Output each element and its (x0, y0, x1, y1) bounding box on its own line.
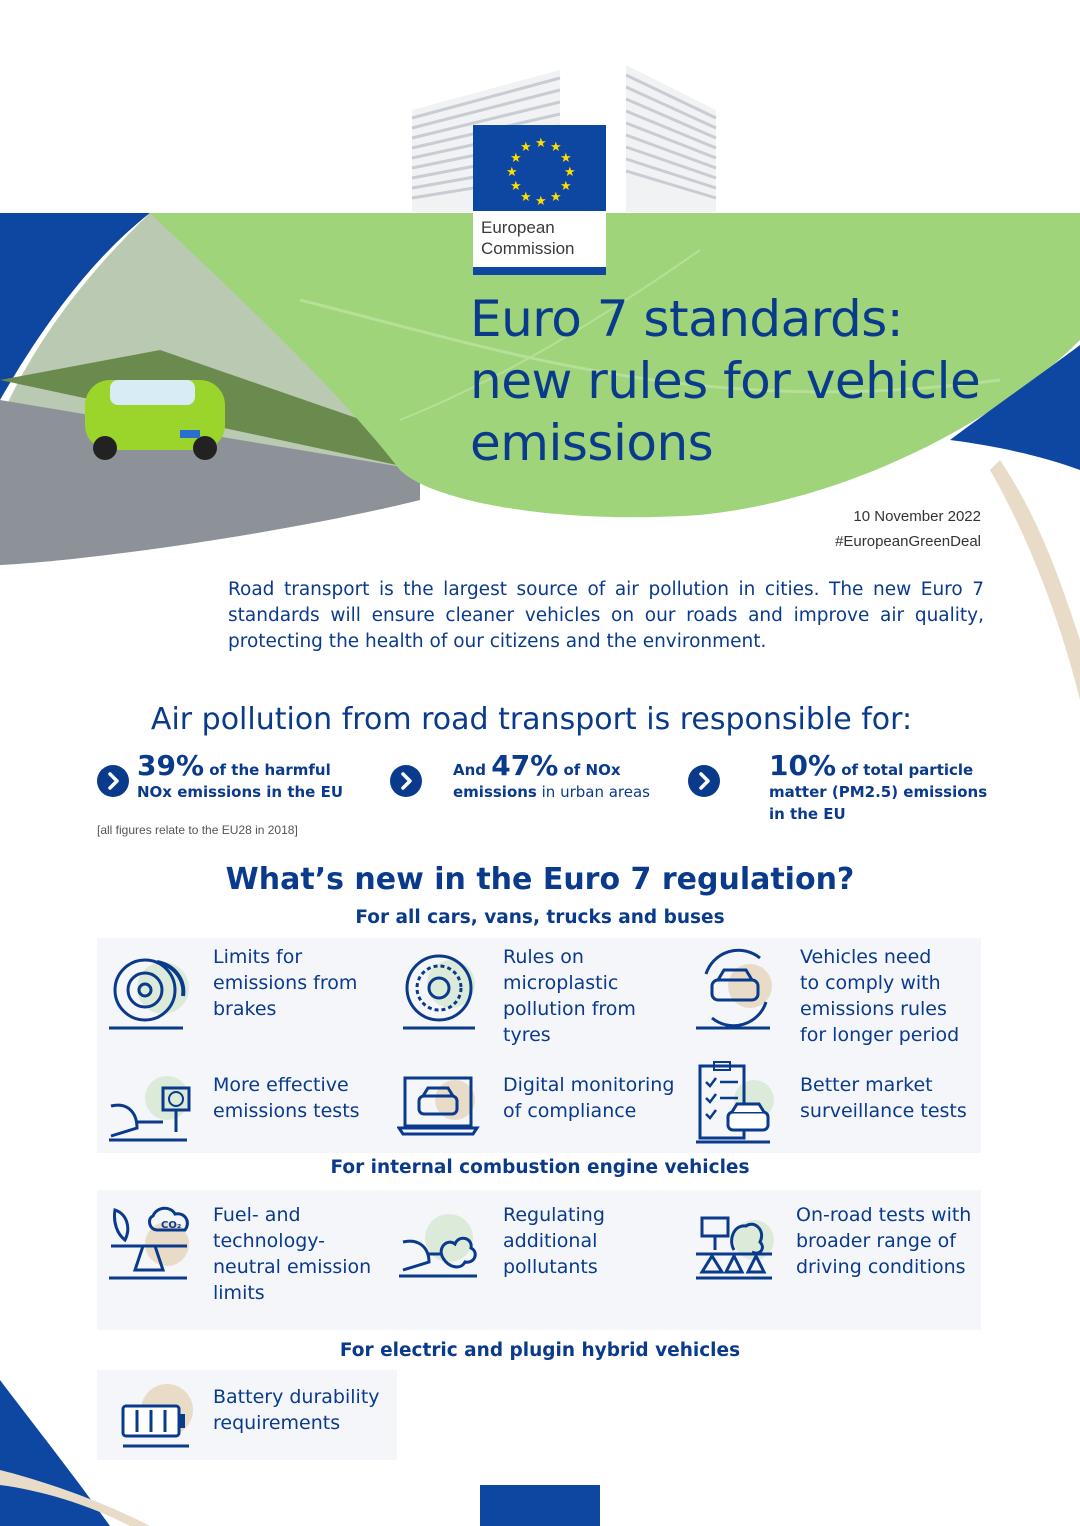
road-conditions-icon (694, 1200, 780, 1290)
chevron-right-icon (390, 765, 422, 797)
logo-line-1: European (481, 218, 555, 237)
svg-text:★: ★ (535, 136, 547, 151)
svg-text:★: ★ (520, 140, 532, 155)
svg-text:★: ★ (510, 179, 522, 194)
feature-label: On-road tests with broader range of driving conditions (796, 1204, 972, 1278)
stat-desc-line3: in the EU (769, 805, 846, 823)
feature-label: Fuel- and technology- neutral emission limits (213, 1204, 372, 1304)
section-heading-all-vehicles: For all cars, vans, trucks and buses (355, 907, 725, 928)
stat-desc-line2-rest: in urban areas (536, 783, 650, 801)
feature-label: Digital monitoring of compliance (503, 1074, 675, 1122)
logo-line-2: Commission (481, 239, 575, 258)
feature-label: Battery durability requirements (213, 1386, 380, 1434)
svg-text:CO₂: CO₂ (161, 1220, 182, 1231)
brake-disc-icon (107, 944, 193, 1034)
feature-label: Regulating additional pollutants (503, 1204, 605, 1278)
svg-text:★: ★ (535, 194, 547, 209)
car-illustration (85, 380, 225, 460)
stat-value: 47% (491, 749, 559, 782)
bottom-blue-tab (480, 1485, 600, 1526)
eu-flag (473, 125, 606, 211)
hashtag: #EuropeanGreenDeal (835, 533, 981, 550)
european-commission-logo (473, 125, 606, 275)
responsible-heading: Air pollution from road transport is responsible for: (150, 702, 913, 737)
intro-paragraph: Road transport is the largest source of air pollution in cities. The new Euro 7 standards will ensure cleaner vehicles on our roads and improve air quality, protecting the health of our citizens and the environment. (228, 579, 984, 652)
svg-text:★: ★ (510, 151, 522, 166)
page-title (470, 288, 1070, 474)
section-heading-ice: For internal combustion engine vehicles (330, 1157, 750, 1178)
exhaust-smoke-icon (397, 1200, 483, 1290)
stat-desc: of total particle (836, 761, 974, 779)
title-line-1: Euro 7 standards: (470, 290, 904, 348)
stat-desc: of NOx (558, 761, 621, 779)
section-heading-ev: For electric and plugin hybrid vehicles (339, 1340, 741, 1361)
chevron-right-icon (97, 765, 129, 797)
feature-label: Better market surveillance tests (800, 1074, 967, 1122)
footnote: [all figures relate to the EU28 in 2018] (97, 823, 298, 837)
car-cycle-icon (694, 944, 780, 1034)
stat-desc-line2: matter (PM2.5) emissions (769, 783, 988, 801)
whatsnew-heading: What’s new in the Euro 7 regulation? (225, 862, 855, 897)
svg-text:★: ★ (550, 190, 562, 205)
stat-value: 10% (769, 749, 837, 782)
svg-text:★: ★ (550, 140, 562, 155)
stat-text (453, 749, 650, 803)
stat-desc: of the harmful (204, 761, 331, 779)
feature-label: Limits for emissions from brakes (213, 946, 358, 1020)
stat-prefix: And (453, 761, 492, 779)
title-line-2: new rules for vehicle (470, 352, 981, 410)
title-line-3: emissions (470, 414, 714, 472)
checklist-car-icon (694, 1060, 780, 1150)
stat-text (137, 749, 343, 803)
feature-label: More effective emissions tests (213, 1074, 360, 1122)
feature-label: Rules on microplastic pollution from tyres (503, 946, 636, 1046)
balance-co2-icon (107, 1200, 193, 1290)
stat-value: 39% (137, 749, 205, 782)
stat-desc-line2: NOx emissions in the EU (137, 783, 343, 801)
svg-text:★: ★ (506, 165, 518, 180)
svg-text:★: ★ (560, 151, 572, 166)
feature-label: Vehicles need to comply with emissions rules for longer period (800, 946, 960, 1046)
battery-icon (107, 1380, 193, 1470)
laptop-car-icon (397, 1072, 483, 1162)
svg-text:★: ★ (520, 190, 532, 205)
tyre-icon (397, 944, 483, 1034)
eu-stars-icon (473, 125, 606, 211)
svg-text:★: ★ (564, 165, 576, 180)
logo-wordmark (473, 211, 606, 267)
svg-text:★: ★ (560, 179, 572, 194)
stat-desc-line2-bold: emissions (453, 783, 537, 801)
stat-text (769, 749, 988, 825)
exhaust-gauge-icon (107, 1072, 193, 1162)
logo-underline (473, 267, 606, 275)
publication-date: 10 November 2022 (853, 508, 981, 525)
chevron-right-icon (688, 765, 720, 797)
